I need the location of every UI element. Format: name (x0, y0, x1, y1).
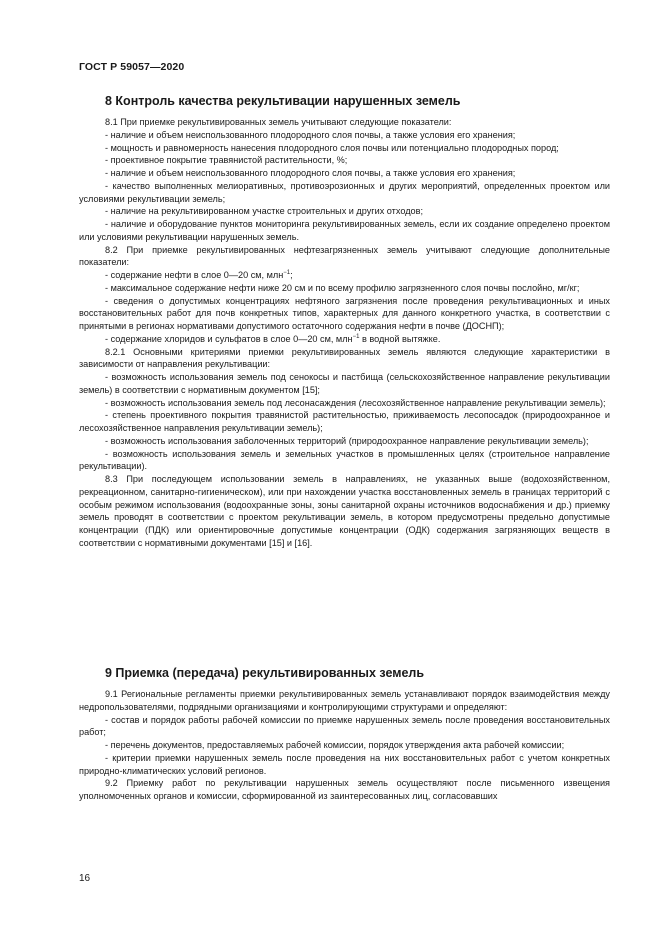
document-code: ГОСТ Р 59057—2020 (79, 61, 185, 73)
list-item: - сведения о допустимых концентрациях нефтяного загрязнения после проведения рекультивационных и иных восстановительных работ для почв конкретных типов, характерных для данного конкретного участка, в соответствии с принятыми в регионах нормативами допустимого остаточного содержания нефти в почве (ДОСНП); (79, 295, 610, 331)
list-item: - состав и порядок работы рабочей комиссии по приемке нарушенных земель после проведения восстановительных работ; (79, 714, 610, 738)
list-item-chloride (79, 333, 610, 346)
list-item: - возможность использования земель под сенокосы и пастбища (сельскохозяйственное направление рекультивации земель) в соответствии с нормативным документом [15]; (79, 372, 610, 395)
list-item: - наличие и объем неиспользованного плодородного слоя почвы, а также условия его хранения; (105, 168, 516, 178)
oil-content-end: ; (290, 270, 293, 280)
list-item: - максимальное содержание нефти ниже 20 см и по всему профилю загрязненного слоя почвы послойно, мг/кг; (105, 282, 580, 293)
list-item: - наличие и оборудование пунктов мониторинга рекультивированных земель, если их создание определено проектом или условиями рекультивации нарушенных земель. (79, 219, 610, 242)
section-8-body (79, 116, 610, 550)
section-8-title: 8 Контроль качества рекультивации нарушенных земель (105, 94, 461, 108)
list-item: - наличие и объем неиспользованного плодородного слоя почвы, а также условия его хранения; (105, 129, 516, 140)
paragraph: 8.2 При приемке рекультивированных нефтезагрязненных земель учитывают следующие дополнительные показатели: (79, 244, 610, 268)
section-9-title: 9 Приемка (передача) рекультивированных земель (105, 666, 425, 680)
list-item-oil-content (79, 269, 610, 282)
paragraph: 8.1 При приемке рекультивированных земель учитывают следующие показатели: (105, 117, 452, 127)
list-item: - степень проективного покрытия травянистой растительностью, приживаемость лесопосадок (природоохранное и лесохозяйственное направления рекультивации земель); (79, 410, 610, 433)
oil-content-text: - содержание нефти в слое 0—20 см, млн (105, 270, 284, 280)
paragraph: 8.3 При последующем использовании земель в направлениях, не указанных выше (водохозяйственном, рекреационном, санитарно-гигиеническом), или при нахождении участка восстановленных земель в границах территорий с особым режимом использования (водоохранные зоны, зоны санитарной охраны источников водоснабжения и др.) приемку земель проводят в соответствии с проектом рекультивации земель, в котором предусмотрены предельно допустимые концентрации (ПДК) или ориентировочные допустимые концентрации (ОДК) содержания загрязняющих веществ в соответствии с нормативными документами [15] и [16]. (79, 474, 610, 548)
list-item: - наличие на рекультивированном участке строительных и других отходов; (105, 206, 423, 217)
section-9-body (79, 688, 610, 803)
list-item: - возможность использования земель и земельных участков в промышленных целях (строительное направление рекультивации). (79, 448, 610, 472)
chloride-text: - содержание хлоридов и сульфатов в слое 0—20 см, млн (105, 333, 353, 344)
list-item: - критерии приемки нарушенных земель после проведения на них восстановительных работ с учетом конкретных природно-климатических условий регионов. (79, 752, 610, 776)
chloride-unit-exponent: −1 (352, 333, 360, 340)
list-item: - проективное покрытие травянистой растительности, %; (105, 155, 348, 166)
list-item: - возможность использования земель под лесонасаждения (лесохозяйственное направление рекультивации земель); (105, 397, 606, 408)
paragraph: 9.2 Приемку работ по рекультивации нарушенных земель осуществляют после письменного извещения уполномоченных органов и комиссии, сформированной из заинтересованных лиц, согласовавших (79, 778, 610, 801)
list-item: - качество выполненных мелиоративных, противоэрозионных и других мероприятий, определенных проектом или условиями рекультивации земель; (79, 180, 610, 204)
list-item: - возможность использования заболоченных территорий (природоохранное направление рекультивации земель); (105, 435, 589, 446)
list-item: - мощность и равномерность нанесения плодородного слоя почвы или потенциально плодородных пород; (105, 142, 559, 153)
page-number: 16 (79, 873, 91, 884)
oil-content-unit-exponent: −1 (283, 270, 291, 276)
chloride-end: в водной вытяжке. (359, 333, 441, 344)
paragraph: 8.2.1 Основными критериями приемки рекультивированных земель являются следующие характеристики в зависимости от направления рекультивации: (79, 346, 610, 370)
list-item: - перечень документов, предоставляемых рабочей комиссии, порядок утверждения акта рабочей комиссии; (105, 740, 565, 750)
paragraph: 9.1 Региональные регламенты приемки рекультивированных земель устанавливают порядок взаимодействия между недропользователями, подрядными организациями и контролирующими структурами и определяют: (79, 689, 610, 712)
